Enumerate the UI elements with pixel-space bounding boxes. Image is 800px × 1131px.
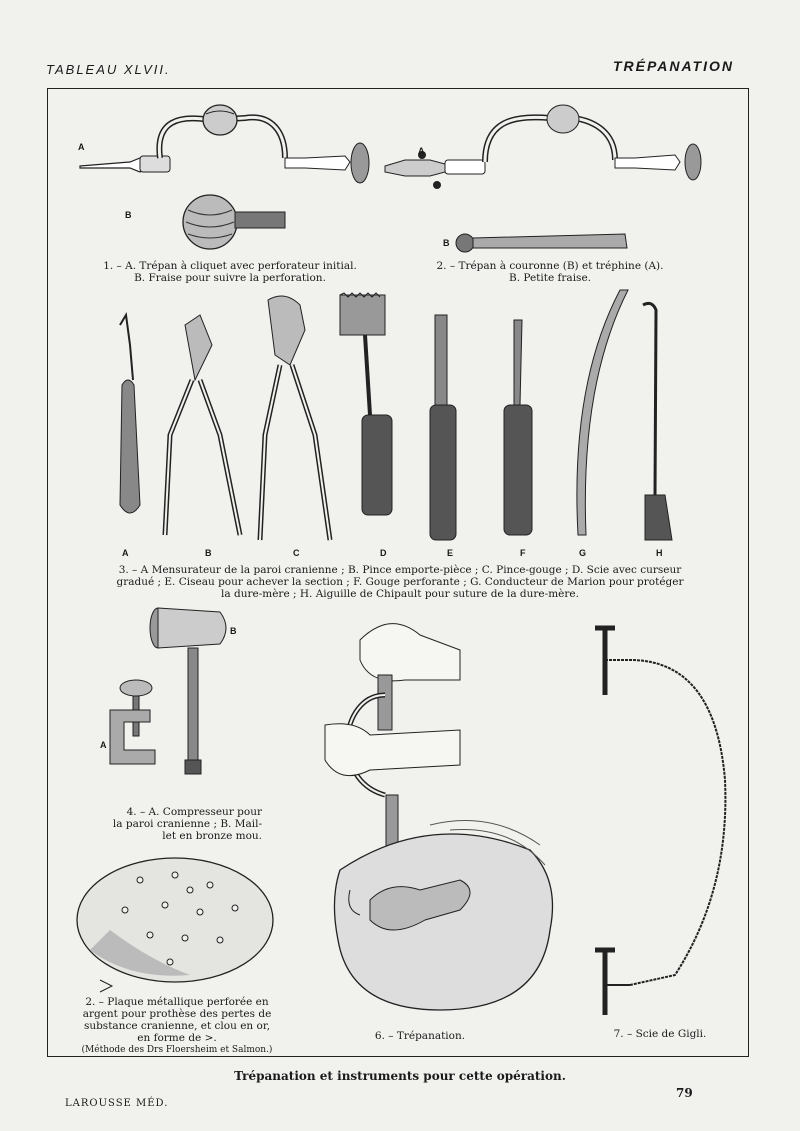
fig5-caption-line: en forme de >. (137, 1032, 217, 1044)
fig2-caption-line: B. Petite fraise. (508, 272, 591, 284)
fig4-caption-line: 4. – A. Compresseur pour (126, 806, 262, 818)
trepanation-scene-illustration (310, 610, 570, 1030)
perforated-plate-illustration (70, 850, 280, 990)
fig4-label-a: A (100, 740, 107, 750)
fig3-letter-e: E (447, 548, 454, 558)
fig1-caption-line: 1. – A. Trépan à cliquet avec perforateur initial. (103, 260, 357, 272)
crown-trephine-illustration (375, 100, 725, 260)
fig3-letter-h: H (656, 548, 663, 558)
fig1-caption-line: B. Fraise pour suivre la perforation. (134, 272, 326, 284)
plate-title: Trépanation et instruments pour cette opération. (234, 1069, 566, 1083)
fig3-letter-f: F (520, 548, 526, 558)
fig3-letter-b: B (205, 548, 212, 558)
fig5-caption-line: argent pour prothèse des pertes de (82, 1008, 272, 1020)
page-number: 79 (676, 1086, 693, 1100)
fig1-label-a: A (78, 142, 85, 152)
fig3-caption (90, 564, 710, 600)
fig3-letter-d: D (380, 548, 387, 558)
fig3-letter-c: C (293, 548, 300, 558)
fig3-caption-line: 3. – A Mensurateur de la paroi cranienne ; B. Pince emporte-pièce ; C. Pince-gouge ; D. Scie avec curseur (118, 564, 682, 576)
fig2-caption (410, 260, 690, 284)
fig2-caption-line: 2. – Trépan à couronne (B) et tréphine (A). (436, 260, 664, 272)
fig5-caption-line: (Méthode des Drs Floersheim et Salmon.) (81, 1045, 273, 1055)
fig1-caption (80, 260, 380, 284)
fig7-caption: 7. – Scie de Gigli. (613, 1028, 707, 1040)
fig3-caption-line: gradué ; E. Ciseau pour achever la section ; F. Gouge perforante ; G. Conducteur de Marion pour protéger (116, 576, 684, 588)
fig3-caption-line: la dure-mère ; H. Aiguille de Chipault pour suture de la dure-mère. (221, 588, 579, 600)
gigli-saw-illustration (590, 620, 740, 1020)
publisher-footer: LAROUSSE MÉD. (65, 1098, 169, 1109)
fig4-label-b: B (230, 626, 237, 636)
page-heading: TRÉPANATION (612, 58, 734, 74)
fig2-label-b: B (443, 238, 450, 248)
fig5-caption (62, 996, 292, 1056)
cranial-instruments-illustration (100, 285, 700, 550)
fig1-label-b: B (125, 210, 132, 220)
fig5-caption-line: substance cranienne, et clou en or, (83, 1020, 271, 1032)
plate-number: TABLEAU XLVII. (46, 62, 171, 77)
fig4-caption-line: la paroi cranienne ; B. Mail- (112, 818, 262, 830)
ratchet-trephine-illustration (60, 100, 380, 260)
fig4-caption (92, 806, 262, 842)
fig6-caption: 6. – Trépanation. (374, 1030, 466, 1042)
compressor-mallet-illustration (100, 600, 250, 800)
fig5-caption-line: 2. – Plaque métallique perforée en (85, 996, 269, 1008)
fig3-letter-a: A (122, 548, 129, 558)
fig4-caption-line: let en bronze mou. (162, 830, 262, 842)
fig2-label-a: A (418, 146, 425, 156)
fig3-letter-g: G (579, 548, 587, 558)
